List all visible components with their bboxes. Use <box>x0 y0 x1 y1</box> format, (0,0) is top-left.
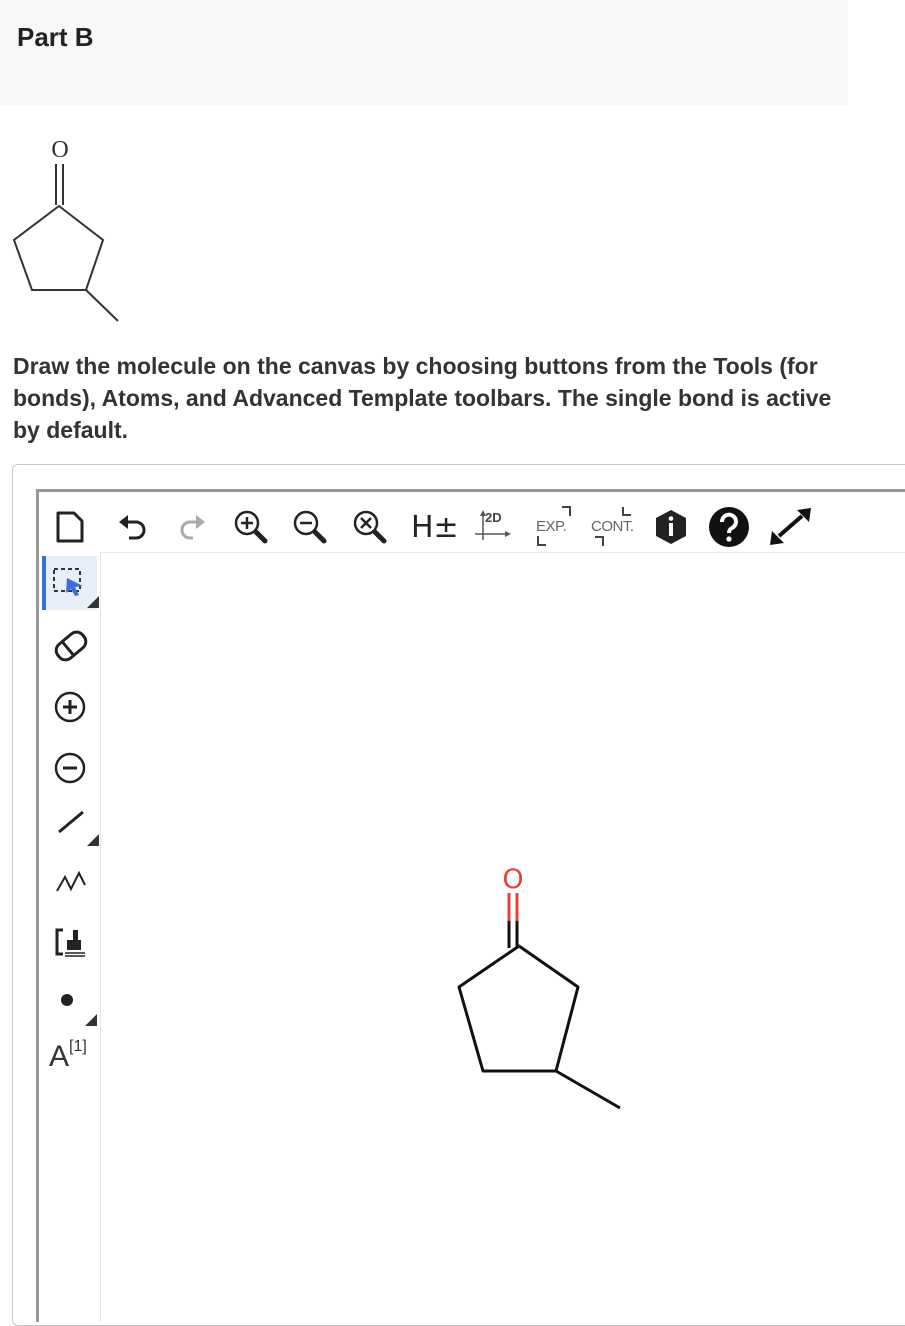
hydrogen-toggle-label: H± <box>411 510 459 545</box>
fullscreen-icon[interactable] <box>767 506 813 548</box>
reference-oxygen-label: O <box>51 137 69 163</box>
instructions: Draw the molecule on the canvas by choosing buttons from the Tools (for bonds), Atoms, and Advanced Template toolbars. The single bond is active by default. <box>13 353 832 443</box>
atom-map-sup: [1] <box>69 1038 87 1055</box>
methyl-bond <box>556 1071 620 1108</box>
part-title: Part B <box>17 22 94 52</box>
chain-icon[interactable] <box>55 867 89 895</box>
clean-2d-label: 2D <box>485 510 502 525</box>
eraser-icon[interactable] <box>51 626 91 666</box>
radical-dot-icon[interactable] <box>53 984 99 1028</box>
molecule-editor <box>36 489 905 1322</box>
top-toolbar <box>39 492 905 553</box>
help-icon[interactable] <box>708 506 750 548</box>
redo-icon[interactable] <box>175 512 207 542</box>
bracket-icon[interactable] <box>53 926 89 960</box>
contract-icon[interactable] <box>587 504 639 548</box>
reference-molecule <box>0 128 140 333</box>
left-toolbar <box>39 552 101 1322</box>
info-icon[interactable] <box>653 508 689 546</box>
part-header <box>0 0 848 105</box>
drawing-canvas[interactable] <box>101 553 905 1323</box>
zoom-reset-icon[interactable] <box>351 508 389 546</box>
cyclopentane-ring <box>459 946 578 1071</box>
expand-icon[interactable] <box>532 504 576 548</box>
atom-map-icon[interactable] <box>49 1040 87 1074</box>
single-bond-icon[interactable] <box>53 802 101 848</box>
selection-arrow-icon[interactable] <box>49 560 101 608</box>
atom-map-label: A <box>49 1040 70 1073</box>
hydrogen-toggle-icon[interactable] <box>411 508 459 545</box>
zoom-out-icon[interactable] <box>291 508 329 546</box>
contract-label: CONT. <box>591 518 634 535</box>
plus-charge-icon[interactable] <box>53 690 87 724</box>
canvas-molecule <box>101 553 905 1323</box>
undo-icon[interactable] <box>117 512 149 542</box>
canvas-oxygen-label: O <box>502 864 524 895</box>
expand-label: EXP. <box>536 518 567 535</box>
minus-charge-icon[interactable] <box>53 751 87 785</box>
zoom-in-icon[interactable] <box>232 508 270 546</box>
clean-2d-icon[interactable] <box>473 508 513 544</box>
document-icon[interactable] <box>55 510 85 544</box>
